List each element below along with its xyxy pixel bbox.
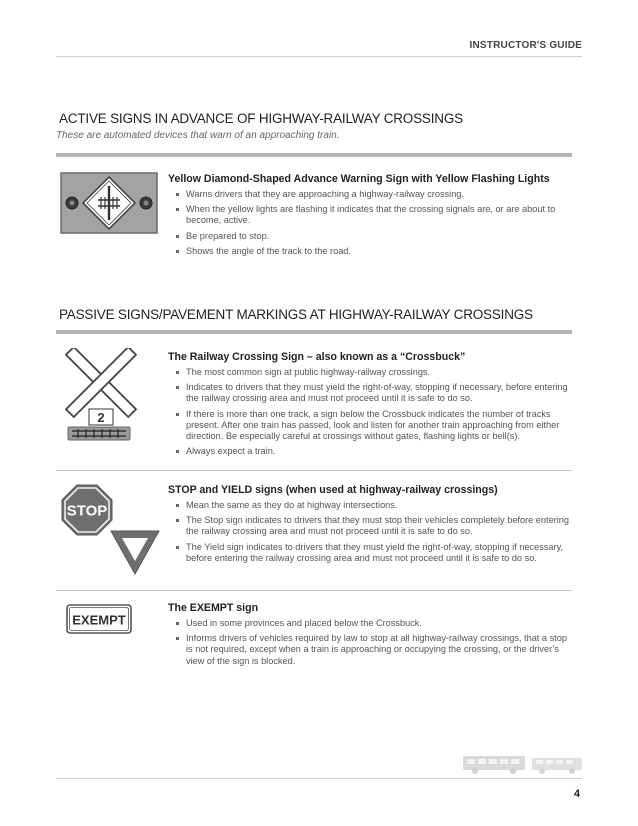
header-divider — [56, 56, 582, 57]
stop-yield-bullets — [168, 500, 572, 564]
bus-icon — [463, 756, 525, 774]
crossbuck-block — [168, 351, 572, 461]
advance-warning-title: Yellow Diamond-Shaped Advance Warning Sign with Yellow Flashing Lights — [168, 173, 550, 185]
exempt-title: The EXEMPT sign — [168, 602, 259, 614]
list-item: Mean the same as they do at highway intersections. — [168, 500, 572, 511]
crossbuck-title: The Railway Crossing Sign – also known as a “Crossbuck” — [168, 351, 466, 363]
active-signs-title: ACTIVE SIGNS IN ADVANCE OF HIGHWAY-RAILWAY CROSSINGS — [59, 111, 463, 126]
footer-divider — [56, 778, 582, 779]
list-item: When the yellow lights are flashing it indicates that the crossing signals are, or are about to become, active. — [168, 204, 572, 226]
page-number: 4 — [573, 788, 580, 800]
stop-sign-text: STOP — [66, 502, 108, 520]
list-item: Be prepared to stop. — [168, 231, 572, 242]
crossbuck-sign-icon — [64, 348, 140, 448]
active-signs-subtitle: These are automated devices that warn of an approaching train. — [56, 130, 340, 141]
guide-header-label: INSTRUCTOR'S GUIDE — [469, 40, 582, 51]
passive-signs-title: PASSIVE SIGNS/PAVEMENT MARKINGS AT HIGHWAY-RAILWAY CROSSINGS — [59, 307, 533, 322]
vehicles-illustration — [462, 754, 584, 781]
exempt-sign-text: EXEMPT — [72, 612, 126, 628]
stop-yield-title: STOP and YIELD signs (when used at highway-railway crossings) — [168, 484, 498, 496]
list-item: The Stop sign indicates to drivers that they must stop their vehicles completely before entering the railway crossing area and must not proceed until it is safe to do so. — [168, 515, 572, 537]
track-count-label: 2 — [97, 410, 105, 425]
list-item: If there is more than one track, a sign below the Crossbuck indicates the number of tracks present. After one train has passed, look and listen for another train approaching from either direction. Be especially careful at crossings without gates, flashing lights or bell(s). — [168, 409, 572, 443]
advance-warning-sign-icon — [60, 172, 158, 239]
coach-icon — [532, 758, 582, 774]
list-item: Always expect a train. — [168, 446, 572, 457]
exempt-block — [168, 602, 572, 671]
stop-yield-divider — [56, 590, 572, 591]
passive-section-bar — [56, 330, 572, 334]
list-item: Warns drivers that they are approaching a highway-railway crossing. — [168, 189, 572, 200]
advance-warning-bullets — [168, 189, 572, 257]
stop-sign-icon — [61, 484, 113, 541]
list-item: Indicates to drivers that they must yield the right-of-way, stopping if necessary, before entering the railway crossing area and must not proceed until it is safe to do so. — [168, 382, 572, 404]
exempt-sign-icon — [66, 604, 132, 639]
list-item: Informs drivers of vehicles required by law to stop at all highway-railway crossings, that a stop is not required, except when a train is approaching or occupying the crossing, or the driver’s view of the sign is blocked. — [168, 633, 572, 667]
yield-sign-icon — [110, 530, 160, 580]
crossbuck-divider — [56, 470, 572, 471]
list-item: Shows the angle of the track to the road. — [168, 246, 572, 257]
stop-yield-block — [168, 484, 572, 568]
exempt-bullets — [168, 618, 572, 667]
list-item: The Yield sign indicates to drivers that they must yield the right-of-way, stopping if necessary, before entering the railway crossing area and must not proceed until it is safe to do so. — [168, 542, 572, 564]
advance-warning-block — [168, 173, 572, 261]
crossbuck-bullets — [168, 367, 572, 457]
list-item: The most common sign at public highway-railway crossings. — [168, 367, 572, 378]
active-section-bar — [56, 153, 572, 157]
list-item: Used in some provinces and placed below the Crossbuck. — [168, 618, 572, 629]
